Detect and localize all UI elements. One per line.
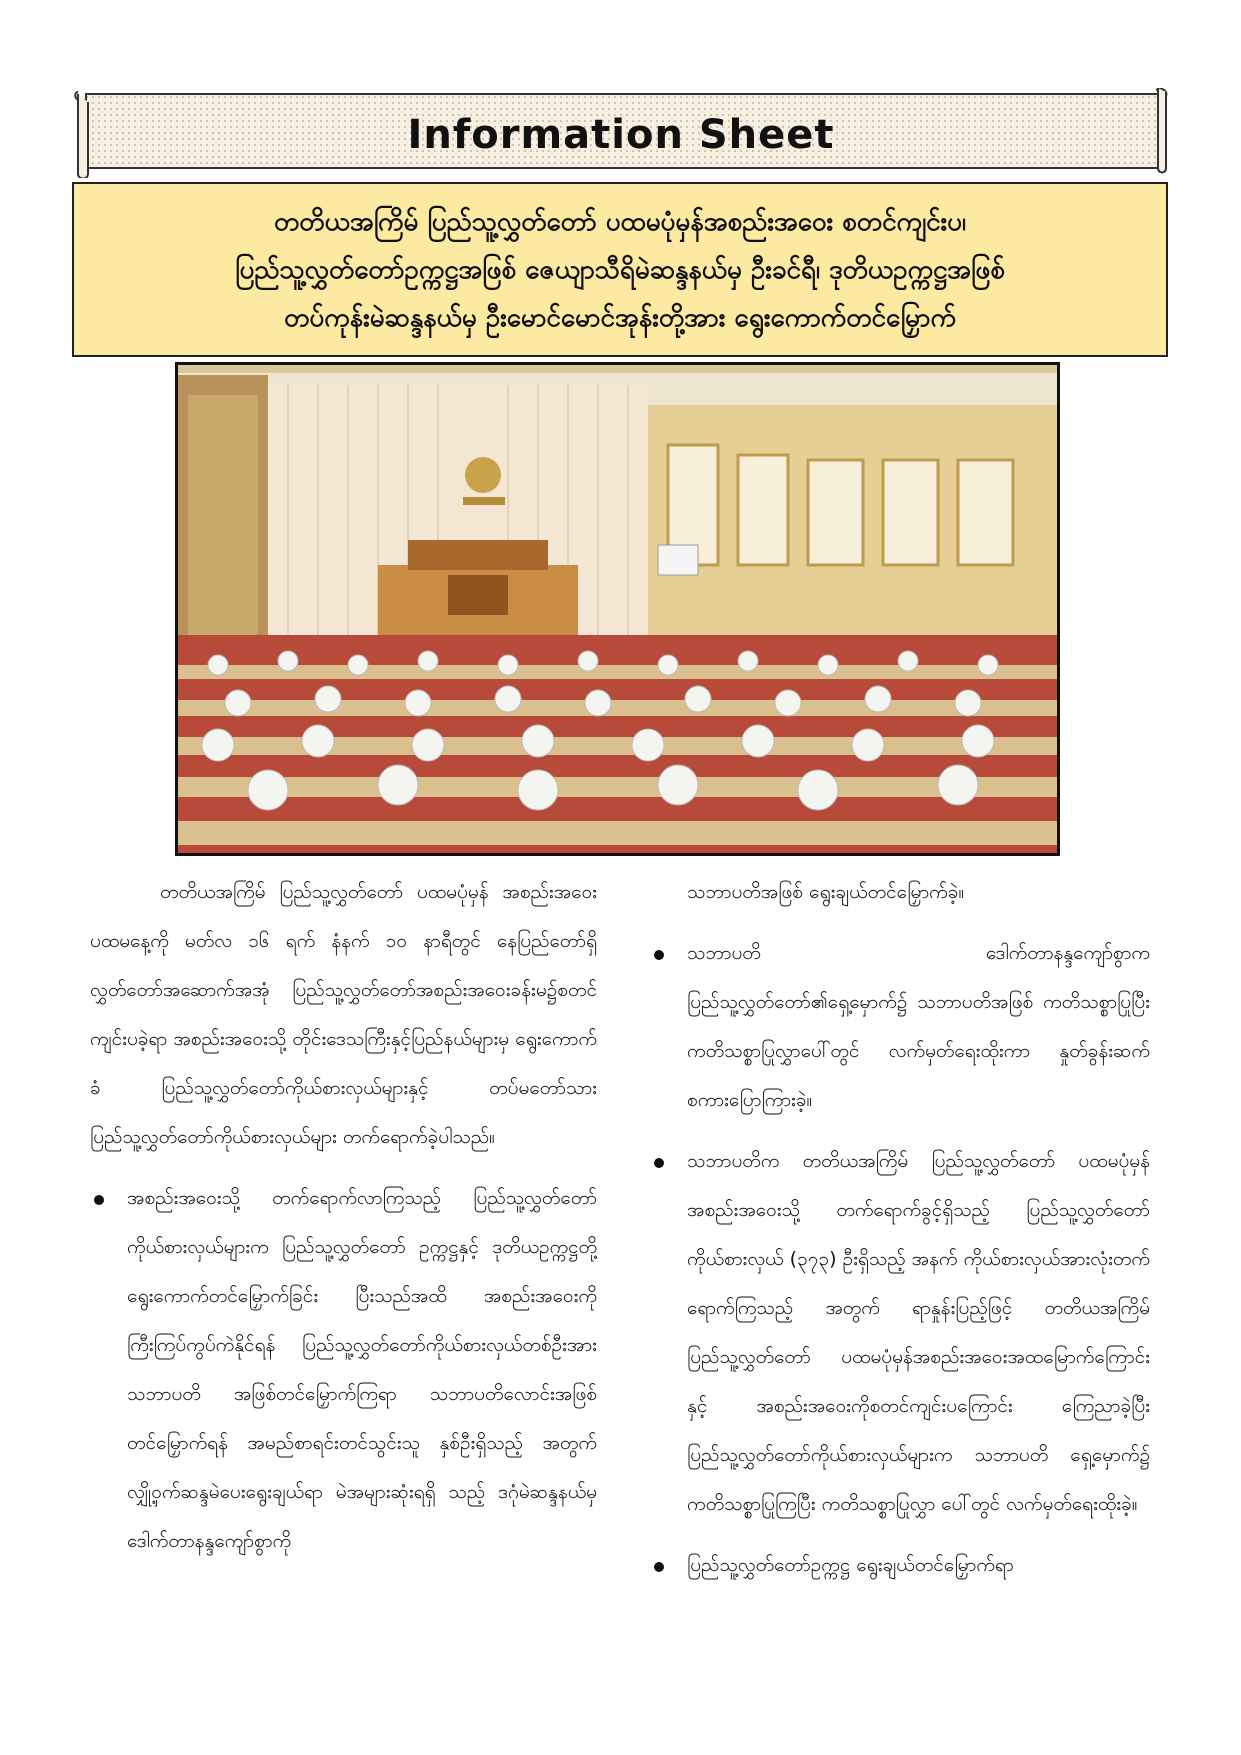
banner-title: Information Sheet (407, 112, 835, 158)
bullet-item-1: အစည်းအဝေးသို့ တက်ရောက်လာကြသည့် ပြည်သူ့လွှတ်တော်ကိုယ်စားလှယ်များက ပြည်သူ့လွှတ်တော် ဥက္ကဋ္ဌနှင့် ဒုတိယဥက္ကဋ္ဌတို့ ရွေးကောက်တင်မြှောက်ခြင်း ပြီးသည်အထိ အစည်းအဝေးကို ကြီးကြပ်ကွပ်ကဲနိုင်ရန် ပြည်သူ့လွှတ်တော်ကိုယ်စားလှယ်တစ်ဦးအား သဘာပတိ အဖြစ်တင်မြှောက်ကြရာ သဘာပတိလောင်းအဖြစ် တင်မြှောက်ရန် အမည်စာရင်းတင်သွင်းသူ နှစ်ဦးရှိသည့် အတွက် လျှို့ဝှက်ဆန္ဒမဲပေးရွေးချယ်ရာ မဲအများဆုံးရရှိ သည့် ဒဂုံမဲဆန္ဒနယ်မှ ဒေါက်တာနန္ဒကျော်စွာကို (90, 1174, 597, 1566)
bullet-item-4: ပြည်သူ့လွှတ်တော်ဥက္ကဋ္ဌ ရွေးချယ်တင်မြှောက်ရာ (650, 1541, 1150, 1590)
right-column (650, 868, 1150, 1590)
left-column (90, 868, 597, 1566)
headline-line-1: တတိယအကြိမ် ပြည်သူ့လွှတ်တော် ပထမပုံမှန်အစည်းအဝေး စတင်ကျင်းပ၊ (273, 206, 967, 237)
title-banner-scroll (72, 88, 1170, 178)
bullet-item-2: သဘာပတိ ဒေါက်တာနန္ဒကျော်စွာက ပြည်သူ့လွှတ်တော်၏ရှေ့မှောက်၌ သဘာပတိအဖြစ် ကတိသစ္စာပြုပြီး ကတိသစ္စာပြုလွှာပေါ်တွင် လက်မှတ်ရေးထိုးကာ နှုတ်ခွန်းဆက်စကားပြောကြားခဲ့။ (650, 929, 1150, 1125)
parliament-hall-photo (175, 362, 1060, 856)
headline-line-3: တပ်ကုန်းမဲဆန္ဒနယ်မှ ဦးမောင်မောင်အုန်းတို့အား ရွေးကောက်တင်မြှောက် (284, 302, 956, 333)
headline-box (72, 182, 1168, 357)
bullet-item-3: သဘာပတိက တတိယအကြိမ် ပြည်သူ့လွှတ်တော် ပထမပုံမှန်အစည်းအဝေးသို့ တက်ရောက်ခွင့်ရှိသည့် ပြည်သူ့လွှတ်တော်ကိုယ်စားလှယ် (၃၇၃) ဦးရှိသည့် အနက် ကိုယ်စားလှယ်အားလုံးတက်ရောက်ကြသည့် အတွက် ရာနှုန်းပြည့်ဖြင့် တတိယအကြိမ် ပြည်သူ့လွှတ်တော် ပထမပုံမှန်အစည်းအဝေးအထမြောက်ကြောင်း နှင့် အစည်းအဝေးကိုစတင်ကျင်းပကြောင်း ကြေညာခဲ့ပြီး ပြည်သူ့လွှတ်တော်ကိုယ်စားလှယ်များက သဘာပတိ ရှေ့မှောက်၌ ကတိသစ္စာပြုကြပြီး ကတိသစ္စာပြုလွှာ ပေါ်တွင် လက်မှတ်ရေးထိုးခဲ့။ (650, 1137, 1150, 1529)
intro-paragraph: တတိယအကြိမ် ပြည်သူ့လွှတ်တော် ပထမပုံမှန် အစည်းအဝေးပထမနေ့ကို မတ်လ ၁၆ ရက် နံနက် ၁၀ နာရီတွင် နေပြည်တော်ရှိ လွှတ်တော်အဆောက်အအုံ ပြည်သူ့လွှတ်တော်အစည်းအဝေးခန်းမ၌စတင်ကျင်းပခဲ့ရာ အစည်းအဝေးသို့ တိုင်းဒေသကြီးနှင့်ပြည်နယ်များမှ ရွေးကောက်ခံ ပြည်သူ့လွှတ်တော်ကိုယ်စားလှယ်များနှင့် တပ်မတော်သား ပြည်သူ့လွှတ်တော်ကိုယ်စားလှယ်များ တက်ရောက်ခဲ့ပါသည်။ (90, 881, 597, 1148)
parliament-hall-illustration (178, 365, 1057, 853)
bullet-continuation: သဘာပတိအဖြစ် ရွေးချယ်တင်မြှောက်ခဲ့။ (687, 881, 965, 903)
headline-line-2: ပြည်သူ့လွှတ်တော်ဥက္ကဋ္ဌအဖြစ် ဇေယျာသီရိမဲဆန္ဒနယ်မှ ဦးခင်ရီ၊ ဒုတိယဥက္ကဋ္ဌအဖြစ် (235, 254, 1005, 285)
